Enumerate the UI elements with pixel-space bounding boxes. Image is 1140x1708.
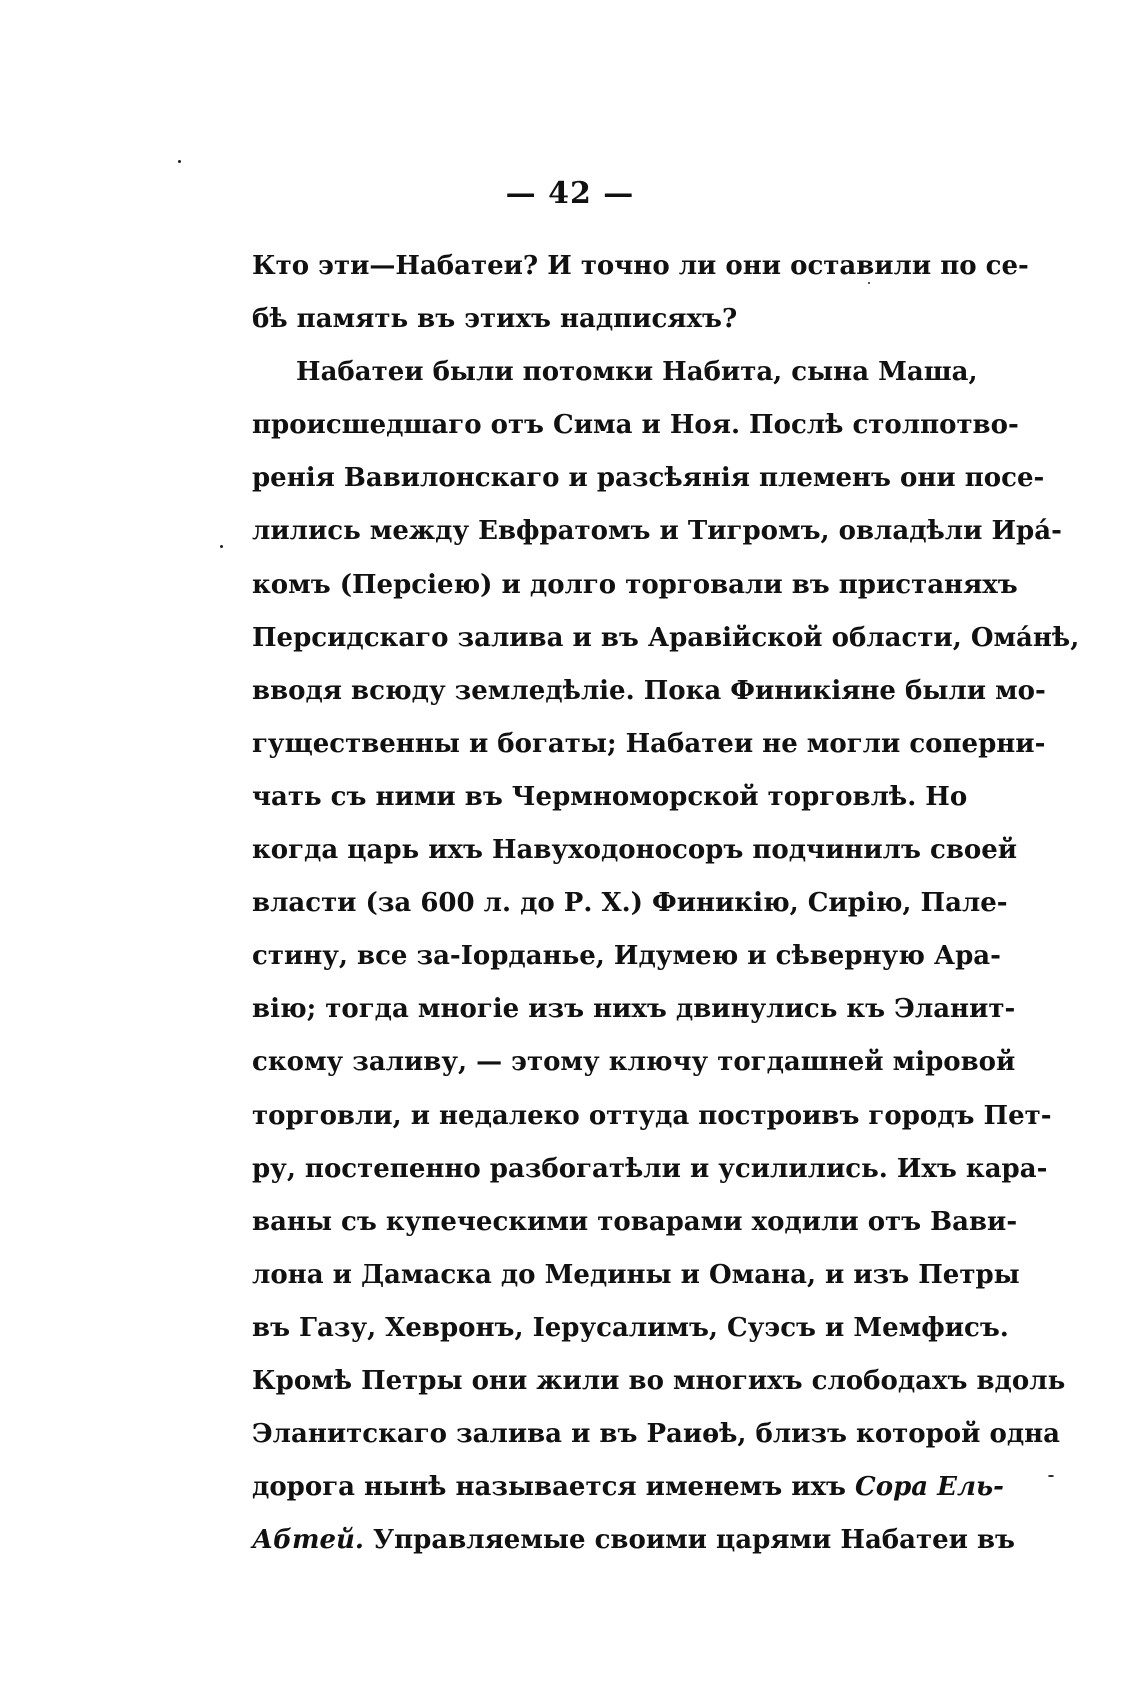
text-line: торговли, и недалеко оттуда построивъ городъ Пет- — [252, 1100, 1052, 1131]
text-line: гущественны и богаты; Набатеи не могли соперни- — [252, 728, 1046, 759]
text-line: Эланитскаго залива и въ Раиѳѣ, близъ которой одна — [252, 1419, 1061, 1450]
text-line: скому заливу, — этому ключу тогдашней міровой — [252, 1047, 1016, 1078]
text-line: Кто эти—Набатеи? И точно ли они оставили по се- — [252, 251, 1029, 281]
text-line: вводя всюду земледѣліе. Пока Финикіяне были мо- — [252, 675, 1046, 706]
scan-speck — [178, 160, 181, 163]
text-line: стину, все за-Іорданье, Идумею и сѣверную Ара- — [252, 941, 1001, 972]
body-text — [252, 240, 1080, 1567]
text-line-segment: Управляемые своими царями Набатеи въ — [373, 1525, 1015, 1556]
italic-phrase: Сора Ель- — [855, 1472, 1004, 1503]
text-line: Кромѣ Петры они жили во многихъ слободахъ вдоль — [252, 1365, 1066, 1396]
text-line: власти (за 600 л. до Р. Х.) Финикію, Сирію, Пале- — [252, 888, 1008, 919]
text-line: въ Газу, Хевронъ, Іерусалимъ, Суэсъ и Мемфисъ. — [252, 1312, 1009, 1343]
text-line: бѣ память въ этихъ надписяхъ? — [252, 304, 738, 335]
text-line: когда царь ихъ Навуходоносоръ подчинилъ своей — [252, 835, 1018, 866]
italic-phrase: Абтей. — [252, 1525, 364, 1556]
text-line: ру, постепенно разбогатѣли и усилились. Ихъ кара- — [252, 1153, 1048, 1184]
text-line: чать съ ними въ Чермноморской торговлѣ. Но — [252, 781, 968, 812]
scan-speck — [1048, 1475, 1054, 1477]
text-line: комъ (Персіею) и долго торговали въ пристаняхъ — [252, 569, 1018, 600]
text-line: вію; тогда многіе изъ нихъ двинулись къ Эланит- — [252, 994, 1016, 1025]
scan-speck — [220, 545, 223, 548]
text-line-with-italic — [252, 1461, 1004, 1514]
text-line: Персидскаго залива и въ Аравійской области, Ома́нѣ, — [252, 622, 1080, 653]
text-line-with-italic — [252, 1514, 1015, 1567]
text-line: происшедшаго отъ Сима и Ноя. Послѣ столпотво- — [252, 410, 1019, 441]
text-line: лились между Евфратомъ и Тигромъ, овладѣли Ира́- — [252, 516, 1062, 547]
text-line: Набатеи были потомки Набита, сына Маша, — [296, 357, 978, 388]
page-number: — 42 — — [505, 176, 635, 211]
text-line: лона и Дамаска до Медины и Омана, и изъ Петры — [252, 1259, 1020, 1290]
text-line-segment: дорога нынѣ называется именемъ ихъ — [252, 1472, 846, 1503]
scan-speck — [868, 282, 870, 284]
text-line: ренія Вавилонскаго и разсѣянія племенъ они посе- — [252, 463, 1045, 494]
text-line: ваны съ купеческими товарами ходили отъ Вави- — [252, 1206, 1018, 1237]
